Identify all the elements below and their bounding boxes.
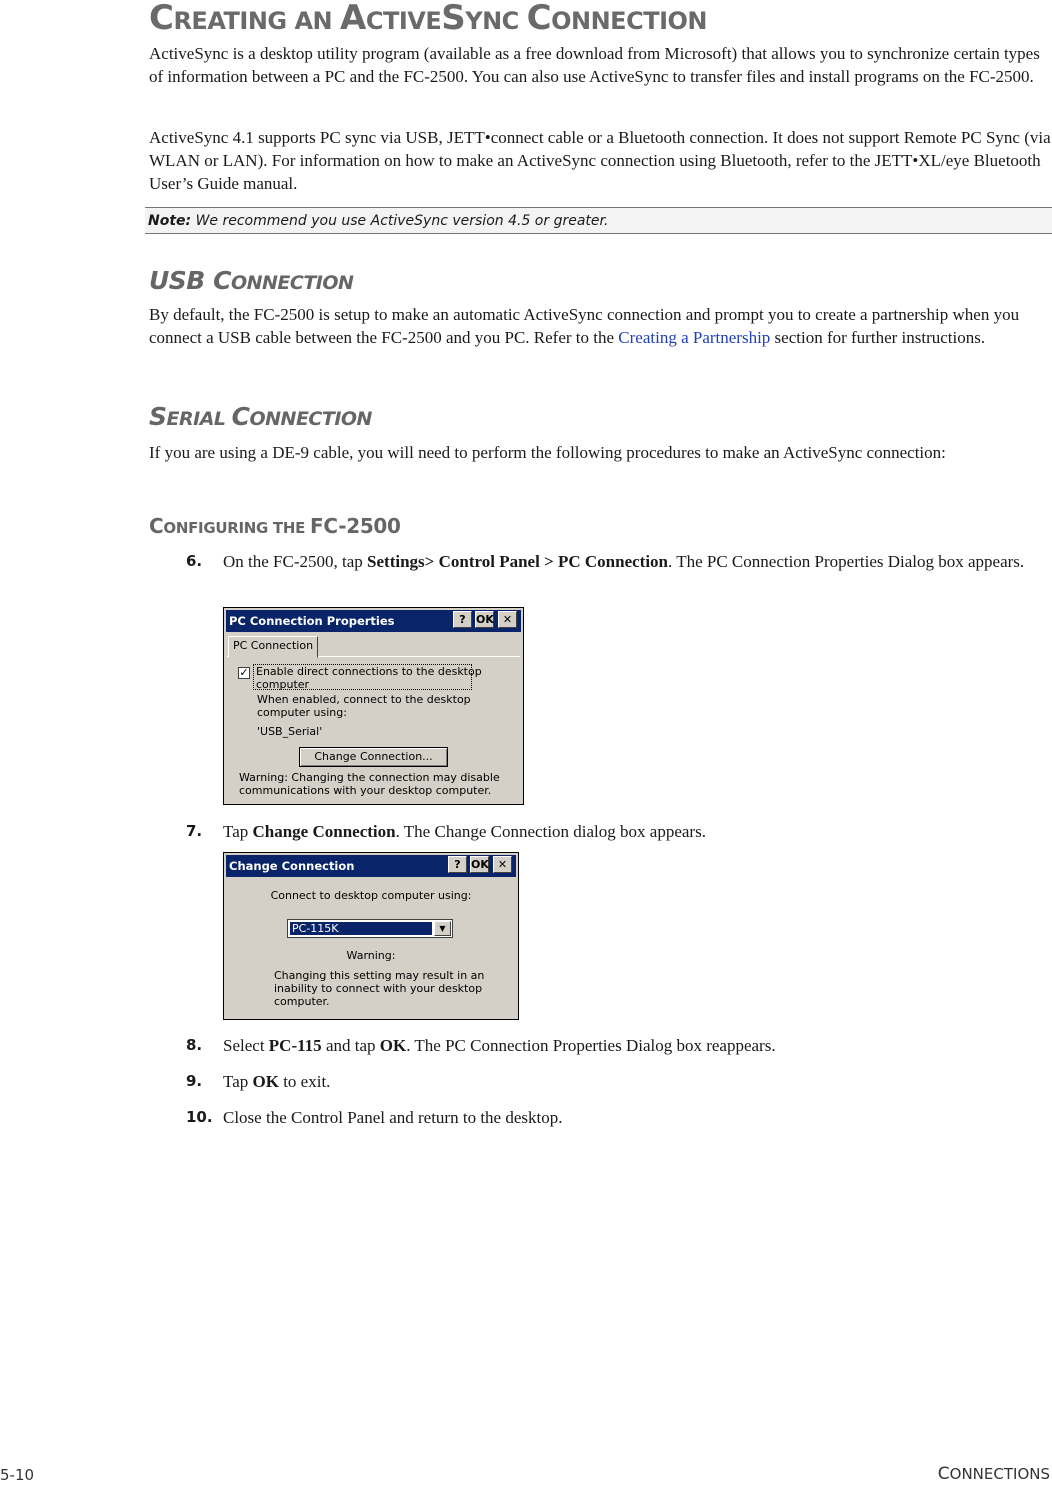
- connection-info-text: When enabled, connect to the desktop computer using:: [257, 693, 471, 719]
- pc-connection-properties-dialog: [223, 607, 524, 805]
- close-icon[interactable]: ✕: [493, 856, 512, 873]
- connect-prompt: Connect to desktop computer using:: [270, 889, 472, 902]
- page-number: 5-10: [0, 1466, 35, 1484]
- help-button[interactable]: ?: [448, 856, 467, 873]
- usb-paragraph: By default, the FC-2500 is setup to make an automatic ActiveSync connection and prompt you to create a partnership when you connect a USB cable between the FC-2500 and you PC. Refer to the Creating a Partnership section for further instructions.: [149, 305, 1020, 347]
- usb-connection-heading: USB CONNECTION: [149, 266, 354, 295]
- note-box: [145, 207, 1052, 234]
- ok-button[interactable]: OK: [476, 613, 494, 626]
- current-connection-value: 'USB_Serial': [257, 725, 323, 738]
- serial-connection-heading: SERIAL CONNECTION: [149, 402, 372, 431]
- selected-connection: PC-115K: [290, 922, 432, 935]
- help-button[interactable]: ?: [453, 611, 472, 628]
- configuring-heading: CONFIGURING THE FC-2500: [149, 514, 401, 538]
- change-connection-dialog: [223, 852, 519, 1020]
- change-connection-button[interactable]: Change Connection...: [299, 747, 448, 767]
- serial-paragraph: If you are using a DE-9 cable, you will need to perform the following procedures to make an ActiveSync connection:: [149, 443, 946, 462]
- intro-paragraph-1: ActiveSync is a desktop utility program (available as a free download from Microsoft) that allows you to synchronize certain types of information between a PC and the FC-2500. You can also use ActiveSync to transfer files and install programs on the FC-2500.: [149, 44, 1040, 86]
- note-text: We recommend you use ActiveSync version 4.5 or greater.: [191, 213, 609, 229]
- footer-section-title: CONNECTIONS: [937, 1464, 1050, 1484]
- warning-text: Changing this setting may result in an inability to connect with your desktop computer.: [274, 969, 485, 1008]
- enable-connections-checkbox[interactable]: ✓: [239, 666, 249, 679]
- intro-paragraph-2: ActiveSync 4.1 supports PC sync via USB, JETT•connect cable or a Bluetooth connection. It does not support Remote PC Sync (via WLAN or LAN). For information on how to make an ActiveSync connection using Bluetooth, refer to the JETT•XL/eye Bluetooth User’s Guide manual.: [149, 128, 1051, 193]
- close-icon[interactable]: ✕: [498, 611, 517, 628]
- warning-label: Warning:: [346, 949, 396, 962]
- tab-pc-connection[interactable]: PC Connection: [228, 636, 318, 658]
- enable-connections-label[interactable]: Enable direct connections to the desktop computer: [256, 665, 482, 691]
- warning-text: Warning: Changing the connection may disable communications with your desktop computer.: [239, 771, 500, 797]
- page-title: CREATING AN ACTIVESYNC CONNECTION: [149, 0, 707, 38]
- ok-button[interactable]: OK: [471, 858, 489, 871]
- chevron-down-icon[interactable]: ▼: [434, 921, 451, 936]
- note-label: Note:: [148, 213, 192, 229]
- creating-partnership-link[interactable]: Creating a Partnership: [618, 328, 771, 347]
- connection-select[interactable]: [287, 919, 453, 938]
- dialog-title-bar: Change Connection: [226, 855, 516, 877]
- dialog-title-bar: PC Connection Properties: [226, 610, 521, 632]
